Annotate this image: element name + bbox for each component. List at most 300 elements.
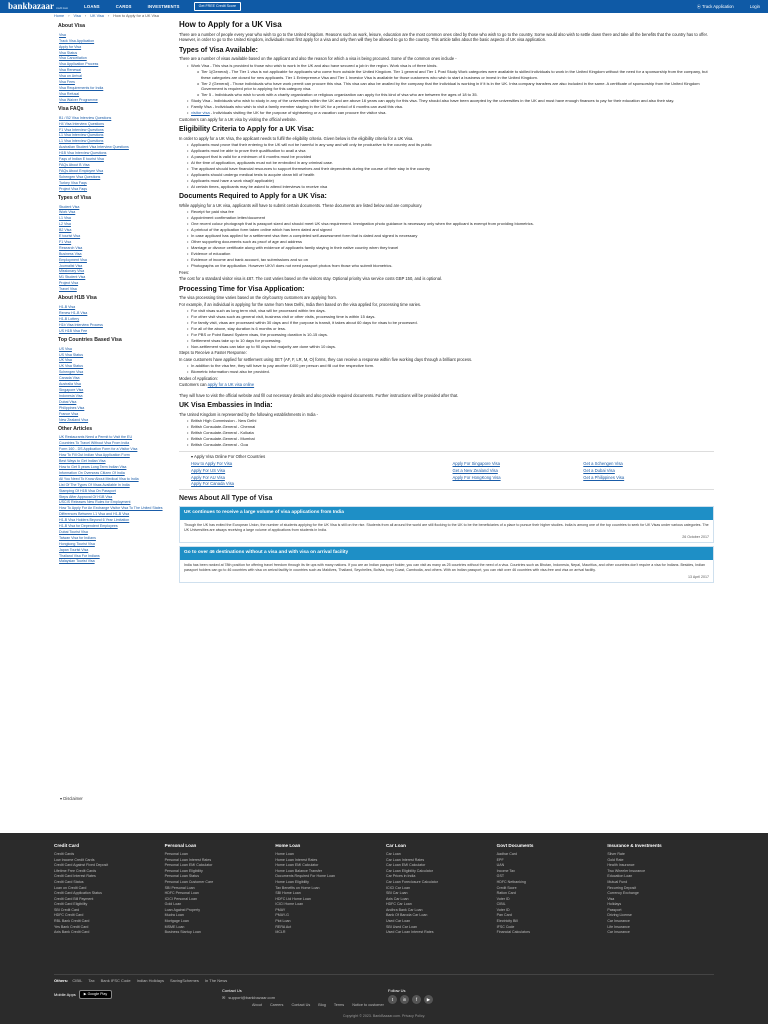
sidebar-link[interactable]: Turkey Visa Faqs [59,180,87,185]
list-item: • A passport that is valid for a minimum of 6 months must be provided [187,154,714,159]
footer-column [54,843,161,936]
sidebar-link[interactable]: Form 160 - DS Application Form for a Visitor Visa [59,447,138,452]
types-heading: Types of Visa Available: [179,46,258,54]
footer-link[interactable]: Voter ID [496,907,510,912]
footer-link[interactable]: Car Loan Interest Rates [385,857,425,862]
bankbazaar-logo[interactable]: bankbazaar [8,1,55,11]
footer-other-link[interactable]: Tax [88,978,95,983]
footer-bottom-link[interactable]: Notice to customer [352,1003,384,1007]
sidebar-link[interactable]: How To Apply For An Exchange Visitor Visa To The United States [59,506,163,511]
footer-link[interactable]: HDFC Netbanking [496,880,526,884]
list-item: o Tier 5 - Individuals who wish to work with a charity organization or religious organization can apply for this kind of visa who are between the ages of 18 to 35. [197,92,714,97]
footer-bottom-link[interactable]: Blog [318,1003,326,1007]
sidebar-link[interactable]: Schengen Visa [59,370,84,375]
list-item: o Tier 1(General) - The Tier 1 visa is not applicable for applicants who come from outside the United Kingdom. Tier 1 general and Tier 1 Post Study Work categories were available to skilled individuals to work in the United Kingdom without the need for a sponsorship from the company, but these categories are closed for new applicants. Tier 1 Entrepreneur Visa and Tier 1 Investor Visa is available for those customers who wish to start a business or invest in the United Kingdom. [197,69,714,80]
list-item: • British Consulate-General - Chennai [187,424,714,429]
sidebar-link[interactable]: Steps After Approval Of H1B Visa [59,494,113,499]
sidebar-link[interactable]: Information On Overseas Citizen Of India [59,470,125,475]
apply-visa-link[interactable]: How to Apply For Visa [191,461,233,467]
footer-link[interactable]: Car Loan EMI Calculator [385,863,426,868]
news-body: Though the UK has exited the European Union, the number of students applying for the UK Visa is still on the rise. Students from all around the world are still flocking to the UK to be the beneficiaries of a place to pursue their higher studies. India is among one of the top countries to seek for UK Visas under various categories. The UK Universities are always receiving a large volume of applications from students in India. [184,522,709,532]
track-application-link[interactable] [697,4,734,10]
apply-visa-link[interactable]: Apply For US Visa [191,468,226,473]
sidebar-link[interactable]: Australia Visa [59,382,81,387]
modes-followup: They will have to visit the official website and fill out necessary details and also provide required documents. Further instructions will be provided after that. [179,392,459,398]
footer-link[interactable]: EPF [496,857,504,862]
sidebar-link[interactable]: Visa Status [59,50,78,55]
footer-column-heading: Insurance & Investments [607,843,662,848]
footer-column [165,843,272,936]
sidebar-link[interactable]: Malaysian Tourist Visa [59,559,95,564]
sidebar-link[interactable]: Thailand Visa For Indians [59,553,100,558]
footer-link[interactable]: Credit Card Against Fixed Deposit [54,863,109,868]
footer-link[interactable]: Andhra Bank Car Loan [385,907,423,912]
footer-link[interactable]: Pan Card [496,913,512,918]
modes-text [179,382,714,388]
sidebar-link[interactable]: H1-B Visa for Dependent Employees [59,524,118,529]
footer-link[interactable]: CIBIL [496,902,506,907]
footer-link[interactable]: HDFC Car Loan [385,902,412,907]
email-address: support@bankbazaar.com [228,995,276,1001]
footer-link[interactable]: Home Loan Eligibility [275,880,309,884]
nav-cards[interactable]: CARDS [115,3,132,9]
processing-heading: Processing Time for Visa Application: [179,285,305,293]
mobile-apps [54,990,112,999]
footer-link[interactable]: ICICI Car Loan [385,885,410,890]
play-icon: ▶ [83,992,87,996]
sidebar-link[interactable]: E tourist Visa [59,234,81,239]
footer-link[interactable]: Car Insurance [607,918,630,923]
modes-text-pre: Customers can [179,382,208,388]
sidebar-link[interactable]: L1 Visa Interview Questions [59,139,104,144]
sidebar-link[interactable]: Apply for Visa [59,44,82,49]
footer-link[interactable]: PMAY [275,907,286,912]
sidebar-link[interactable]: UK Visa [59,358,72,363]
list-item: • Applicants should undergo medical tests to acquire clean bill of health [187,172,714,177]
sidebar-link[interactable]: How to Get 5 years Long Term Indian Visa [59,464,127,469]
free-credit-score-button[interactable]: Get FREE Credit Score [194,2,241,11]
sidebar-link[interactable]: Dubai Visa [59,399,77,404]
list-item: • Evidence of income and bank account, tax submissions and so on [187,257,714,262]
footer-link[interactable]: Personal Loan Interest Rates [164,857,212,862]
sidebar-link[interactable]: Stamping Of H1B Visa On Passport [59,488,116,493]
apply-grid-spacer [453,481,584,487]
sidebar-link[interactable]: Visa Renewal [59,68,81,73]
footer-link[interactable]: Low Income Credit Cards [54,857,95,862]
footer-link[interactable]: Aadhar Card [496,852,518,857]
eligibility-list [187,142,714,189]
list-item: • British Consulate-General - Kolkata [187,430,714,435]
login-link[interactable]: Login [749,3,760,9]
breadcrumb-visa[interactable]: Visa [73,14,81,18]
footer-link[interactable]: Personal Loan Eligibility [164,868,203,873]
footer-link[interactable]: Health Insurance [607,863,635,868]
footer-link[interactable]: Home Loan Interest Rates [275,857,318,862]
sidebar-link[interactable]: Visa Refusal [59,91,80,96]
sidebar-link[interactable]: H1-B Lottery [59,316,80,321]
footer [0,833,768,1024]
sidebar-link[interactable]: UK Visa Status [59,364,84,369]
sidebar-link[interactable]: Visa on Arrival [59,74,82,79]
visitor-visa-link[interactable]: visitor visa [191,110,210,116]
sidebar-link[interactable]: F1 Visa [59,239,72,244]
footer-column [275,843,382,936]
documents-heading: Documents Required to Apply for a UK Visa: [179,193,327,201]
footer-link[interactable]: Credit Card Status [54,880,84,884]
sidebar-link[interactable]: Visa Fees [59,80,75,85]
footer-link[interactable]: Yes Bank Credit Card [54,924,89,929]
apply-visa-link[interactable]: Get a Philippines Visa [583,474,625,480]
footer-bottom-link[interactable]: Careers [269,1003,284,1007]
sidebar-link[interactable]: H1B Visa Interview Questions [59,151,107,156]
follow-us [388,988,433,1004]
sidebar-link[interactable]: New Zealand Visa [59,417,89,422]
footer-link[interactable]: Gold Rate [607,857,624,862]
footer-link[interactable]: Personal Loan EMI Calculator [164,863,213,868]
footer-link[interactable]: Voter ID [496,896,510,901]
footer-bottom-links [252,1003,392,1008]
footer-other-link[interactable]: SavingSchemes [169,978,199,983]
apply-visa-link[interactable]: Get a Schengen Visa [583,461,623,467]
footer-link[interactable]: Loan on Credit Card [54,885,87,890]
footer-link[interactable]: Personal Loan [164,852,188,857]
sidebar-link[interactable]: US Visa [59,346,72,351]
footer-bottom-link[interactable]: Terms [333,1003,345,1007]
sidebar-link[interactable]: US H1B Visa Fee [59,328,88,333]
sidebar-link[interactable]: Faqs of Indian E tourist Visa [59,157,104,162]
footer-link[interactable]: Car Insurance [607,930,630,935]
sidebar-link[interactable]: L2 Visa [59,222,71,227]
sidebar-link[interactable]: Indonesia Visa [59,393,83,398]
sidebar-link[interactable]: List Of The Types Of Visas Available In India [59,482,130,487]
contact-us [222,988,275,1001]
sidebar-link[interactable]: M1 Student Visa [59,275,86,280]
sidebar-link[interactable]: Countries To Travel Without Visa From India [59,441,130,446]
list-item: • For PBS or Point Based System visas, the processing duration is 10-15 days. [187,332,714,337]
footer-link[interactable]: Home Loan EMI Calculator [275,863,319,868]
sidebar-link[interactable]: L1 Visa [59,216,71,221]
footer-link[interactable]: SBI Car Loan [385,891,408,896]
footer-link[interactable]: PMAY-G [275,913,289,918]
visitor-visa-text: - Individuals visiting the UK for the purpose of sightseeing or a vacation can procure the visitor visa. [209,110,387,116]
sidebar-link[interactable]: F1 Visa Interview Questions [59,127,104,132]
sidebar-section-heading: Types of Visa [58,194,91,201]
footer-link[interactable]: Used Car Loan [385,918,411,923]
page-title: How to Apply for a UK Visa [179,20,282,29]
sidebar-link[interactable]: Australian Student Visa Interview Questions [59,145,129,150]
footer-link[interactable]: Recurring Deposit [607,885,637,890]
sidebar-link[interactable]: Japan Tourist Visa [59,547,89,552]
news-card [179,546,714,583]
footer-link[interactable]: Credit Card Eligibility [54,902,88,907]
footer-link[interactable]: Personal Loan Status [164,874,200,879]
footer-link[interactable]: Used Car Loan Interest Rates [385,930,434,935]
footer-link[interactable]: Axis Bank Credit Card [54,930,90,935]
types-intro: There are a number of visas available based on the applicant and also the reason for which a visa is being procured. Some of the common ones include - [179,56,457,62]
eligibility-intro: In order to apply for a UK Visa, the applicant needs to fulfil the eligibility criteria. Given below is the eligibility criteria for a UK Visa. [179,135,414,141]
footer-link[interactable]: SBI Credit Card [54,907,80,912]
footer-column [497,843,604,936]
sidebar-link[interactable]: Visa Waiver Programme [59,97,98,102]
footer-link[interactable]: HDFC Credit Card [54,913,84,918]
footer-link[interactable]: Credit Card Bill Payment [54,896,94,901]
list-item: • Evidence of education [187,251,714,256]
sidebar-link[interactable]: Renew H1-B Visa [59,311,88,316]
sidebar-link[interactable]: B1 / B2 Visa Interview Questions [59,115,112,120]
footer-link[interactable]: Lifetime Free Credit Cards [54,868,97,873]
footer-link[interactable]: MSME Loan [164,924,185,929]
news-date: 13 April 2017 [688,574,709,579]
footer-link[interactable]: Bank Of Baroda Car Loan [385,913,428,918]
footer-link[interactable]: Tax Benefits on Home Loan [275,885,320,890]
footer-link[interactable]: Mutual Fund [607,880,628,884]
list-item: • Other supporting documents such as proof of age and address [187,239,714,244]
news-body: India has been ranked at 78th position for offering travel freedom through its tie ups with many nations. If you are an Indian passport holder, you can visit as many as 25 countries without the need of a visa. Countries such as Bhutan, Indonesia, Nepal, Mauritius, and other countries don't require a visa for Indians. Besides, Indian passport holders can go to 46 countries with visa on arrival facility in countries such as Maldives, Thailand, Seychelles, Bolivia, Ivory Coast, Cambodia, and others. With an Indian passport, you can visit over 46 countries with visa-free and visa on arrival facility. [184,562,706,572]
footer-other-link[interactable]: In The News [204,978,228,983]
footer-link[interactable]: Personal Loan Customer Care [164,880,214,884]
sidebar-link[interactable]: France Visa [59,411,79,416]
footer-other-link[interactable]: Indian Holidays [136,978,164,983]
apply-grid-spacer [322,461,453,467]
disclaimer-toggle[interactable] [60,796,83,802]
footer-link[interactable]: Financial Calculators [496,930,531,935]
apply-visa-link[interactable]: Apply For AU Visa [191,474,225,480]
list-item: • Photographs on the application. However UKVI does not need passport photos from those who submit biometrics. [187,263,714,268]
documents-intro: While applying for a UK visa, applicants will have to submit certain documents. These documents are listed below and are compulsory. [179,202,423,208]
sidebar-link[interactable]: Work Visa [59,210,76,215]
embassies-list [187,418,714,447]
sidebar-section-heading: About Visa [58,23,85,29]
news-title[interactable]: UK continues to receive a large volume of visa applications from India [180,507,713,519]
google-play-badge[interactable] [79,990,112,999]
list-item: • At certain times, applicants may be asked to attend interviews to receive visa [187,184,714,189]
sidebar-link[interactable]: B2 Visa [59,228,72,233]
footer-link[interactable]: Holidays [607,902,622,907]
sidebar-link[interactable]: Project Visa [59,281,79,286]
apply-other-countries-box [179,451,714,490]
sidebar-section-heading: Visa FAQs [58,105,84,112]
sidebar-link[interactable]: Taiwan Visa for Indians [59,535,96,540]
footer-link[interactable]: RBL Bank Credit Card [54,918,90,923]
footer-link[interactable]: Visa [607,896,615,901]
sidebar-link[interactable]: Philippines Visa [59,405,85,410]
footer-link[interactable]: UAN [496,863,505,868]
footer-link[interactable]: SBI Used Car Loan [385,924,417,929]
sidebar-link[interactable]: H1-B Visa [59,305,76,310]
footer-link[interactable]: Business Startup Loan [164,930,201,935]
footer-link[interactable]: Education Loan [607,874,633,879]
news-list [179,506,714,583]
apply-visa-link[interactable]: Apply For Singapore Visa [452,461,500,467]
sidebar-link[interactable]: All You Need To Know About Medical Visa to India [59,476,139,481]
footer-bottom-link[interactable]: Contact Us [291,1003,311,1007]
footer-link[interactable]: Life Insurance [607,924,630,929]
faster-label: Steps to Receive a Faster Response: [179,350,247,356]
email-row[interactable] [222,995,275,1000]
apply-visa-link[interactable]: Get a New Zealand Visa [452,468,498,473]
footer-link[interactable]: Currency Exchange [607,891,639,896]
footer-link[interactable]: Home Loan [275,852,294,857]
footer-link[interactable]: Income Tax [496,868,515,873]
footer-link[interactable]: Home Loan Balance Transfer [275,868,323,873]
sidebar-link[interactable]: Visa Cancellation [59,56,87,61]
nav-investments[interactable]: INVESTMENTS [147,3,180,9]
footer-link[interactable]: GST [496,874,505,879]
sidebar-link[interactable]: H1-B Visa Holders Beyond 6 Year Limitation [59,518,130,523]
list-item: • Applicants must have a work visa(if applicable) [187,178,714,183]
apply-grid-spacer [322,475,453,481]
footer-link[interactable]: Mudra Loan [164,913,184,918]
sidebar-section-heading: Top Countries Based Visa [58,336,122,343]
facebook-icon[interactable]: f [412,995,421,1004]
visa-types-list [187,63,714,116]
sidebar-link[interactable]: Visa [59,32,66,37]
copyright: Copyright © 2023. BankBazaar.com. Privacy Policy. [342,1014,426,1018]
footer-link[interactable]: Gold Loan [164,902,182,907]
youtube-icon[interactable]: ▶ [424,995,433,1004]
sidebar-link[interactable]: Travel Visa [59,287,77,292]
list-item: • Study Visa - Individuals who wish to study in any of the universities within the UK and are above 16 years can apply for this visa. They should also have been accepted by the universities in the UK and must have enough finances to pay for their education and also their stay. [187,98,714,103]
footer-link[interactable]: Mortgage Loan [164,918,189,923]
sidebar-link[interactable]: USCIS Releases New Rules for Employment [59,500,131,505]
footer-link[interactable]: MCLR [275,930,286,935]
footer-link[interactable]: ICICI Home Loan [275,902,304,907]
sidebar-link[interactable]: H4 Visa Interview Questions [59,121,105,126]
breadcrumb-uk-visa[interactable]: UK Visa [90,14,104,18]
footer-column-heading: Car Loan [385,843,406,848]
apply-visa-link[interactable]: Get a Dubai Visa [583,468,615,473]
work-visa-text: Work Visa - This visa is provided to those who wish to work in the UK and also have secured a job in the region. Work visa is of three kinds. [191,62,438,68]
footer-link[interactable]: Car Loan [385,852,401,857]
footer-link[interactable]: HDFC Ltd Home Loan [275,896,311,901]
disclaimer-label: Disclaimer [63,796,83,801]
list-item: • For family visit, visas are processed within 30 days and if the purpose is transit, it takes about 60 days for visas to be processed. [187,320,714,325]
footer-link[interactable]: Driving License [607,913,632,918]
sidebar-link[interactable]: Best Ways to Get Indian Visa [59,459,106,464]
sidebar-link[interactable]: Research Visa [59,245,83,250]
google-play-label: Google Play [87,992,108,996]
sidebar-link[interactable]: US Visa Status [59,352,84,357]
breadcrumb-home[interactable]: Home [54,14,65,18]
sidebar-link[interactable]: Business Visa [59,251,82,256]
footer-others [54,974,714,983]
sidebar-link[interactable]: Schengen Visa Questions [59,174,101,179]
nav-loans[interactable]: LOANS [84,3,100,9]
apply-visa-link[interactable]: Apply For HongKong Visa [452,474,501,480]
list-item: • British High Commission - New Delhi [187,418,714,423]
footer-link[interactable]: Axis Car Loan [385,896,409,901]
footer-link[interactable]: ICICI Personal Loan [164,896,198,901]
footer-link[interactable]: Car Prices in India [385,874,416,879]
sidebar-link[interactable]: Hongkong Tourist Visa [59,541,95,546]
news-date: 26 October 2017 [682,534,709,539]
embassies-intro: The United Kingdom is represented by the following establishments in India - [179,411,319,417]
footer-link[interactable]: RERA Act [275,924,292,929]
sidebar-link[interactable]: Visa Requirements for India [59,85,104,90]
footer-link[interactable]: Plot Loan [275,918,291,923]
sidebar-link[interactable]: Student Visa [59,204,80,209]
list-item: • Non-settlement visas can take up to 90 days but majority are done within 10 days. [187,344,714,349]
fees-label: Fees: [179,269,190,275]
sidebar-link[interactable]: Journalist Visa [59,263,83,268]
footer-link[interactable]: Documents Required For Home Loan [275,874,336,879]
list-item [187,63,714,98]
footer-link[interactable]: Car Loan Foreclosure Calculator [385,880,438,884]
sidebar-link[interactable]: L1 Visa Interview Questions [59,133,104,138]
sidebar-link[interactable]: Project Visa Faqs [59,186,88,191]
track-application-label: Track Application [702,3,734,9]
footer-link[interactable]: Credit Cards [54,852,75,857]
footer-link[interactable]: Credit Card Interest Rates [54,874,96,879]
sidebar-link[interactable]: Employment Visa [59,257,87,262]
twitter-icon[interactable]: t [388,995,397,1004]
footer-link[interactable]: IFSC Code [496,924,515,929]
footer-link[interactable]: Passport [607,907,622,912]
footer-link[interactable]: HDFC Personal Loan [164,891,199,896]
documents-list [187,209,714,268]
footer-other-link[interactable]: Bank IFSC Code [100,978,131,983]
footer-link[interactable]: Car Loan Eligibility Calculator [385,868,433,873]
sidebar-link[interactable]: UK Restaurants Need a Permit to Visit the EU [59,435,133,440]
footer-bottom-link[interactable]: About [252,1003,262,1007]
apply-visa-link[interactable]: Apply For Canada Visa [191,481,234,487]
footer-link[interactable]: Ration Card [496,891,516,896]
footer-link[interactable]: Silver Rate [607,852,625,857]
footer-link[interactable]: Loan Against Property [164,907,201,912]
footer-link[interactable]: Credit Card Application Status [54,891,102,896]
footer-column-heading: Govt Documents [496,843,534,848]
sidebar-link[interactable]: Visa Application Process [59,62,99,67]
breadcrumb-current: How to Apply for a UK Visa [113,14,159,18]
list-item: • For visit visas such as long term visit, visa will be processed within ten days. [187,308,714,313]
faster-list [187,363,714,374]
breadcrumb-separator: › [107,14,110,18]
news-body-container [180,520,713,543]
footer-column [607,843,714,936]
sidebar-link[interactable]: How To Fill Out Indian Visa Application Form [59,453,130,458]
footer-link[interactable]: SBI Home Loan [275,891,301,896]
news-title[interactable]: Go to over 46 destinations without a visa and with visa on arrival facility [180,547,713,559]
sidebar-link[interactable]: Canada Visa [59,376,80,381]
sidebar-link[interactable]: Missionary Visa [59,269,85,274]
footer-link[interactable]: Credit Score [496,885,517,890]
list-item: • The applicant should have financial resources to support themselves and their dependents during the course of their stay in the country [187,166,714,171]
apply-grid-spacer [322,481,453,487]
footer-other-link[interactable]: CIBIL [72,978,83,983]
caret-down-icon: ▾ [191,453,194,459]
list-item: • One recent colour photograph that is passport sized and should meet UK visa requirement. Immigration photo guidance is necessary only when the applicant is exempt from providing biometrics. [187,221,714,226]
footer-link[interactable]: Electricity Bill [496,918,518,923]
footer-link[interactable]: SBI Personal Loan [164,885,195,890]
footer-link[interactable]: Two Wheeler Insurance [607,868,646,873]
apply-other-heading[interactable] [191,454,714,460]
sidebar-link[interactable]: Singapore Visa [59,388,84,392]
fees-text: The cost for a standard visitor visa is £87. The cost varies based on the visitors stay. Optional priority visa service costs GBP 150, and is optional. [179,276,443,282]
follow-us-heading: Follow Us [388,988,406,993]
footer-columns [54,843,714,936]
apply-online-link[interactable]: apply for a UK visa online [207,382,255,388]
list-item: • Applicants must prove that their entering to the UK will not be harmful in any way and will only be productive to the country and its public [187,142,714,147]
linkedin-icon[interactable]: in [400,995,409,1004]
sidebar-link[interactable]: H1b Visa Interview Process [59,322,103,327]
article [179,20,714,750]
sidebar-link[interactable]: Track Visa Application [59,38,95,43]
sidebar-link[interactable]: Differences Between L1 Visa and H1-B Visa [59,512,130,517]
sidebar-link[interactable]: Dubai Tourist Visa [59,529,88,534]
sidebar-link[interactable]: FAQs About Employee Visa [59,168,104,173]
sidebar-link[interactable]: FAQs About B Visa [59,162,90,167]
list-item: • Biometric information must also be provided. [187,369,714,374]
